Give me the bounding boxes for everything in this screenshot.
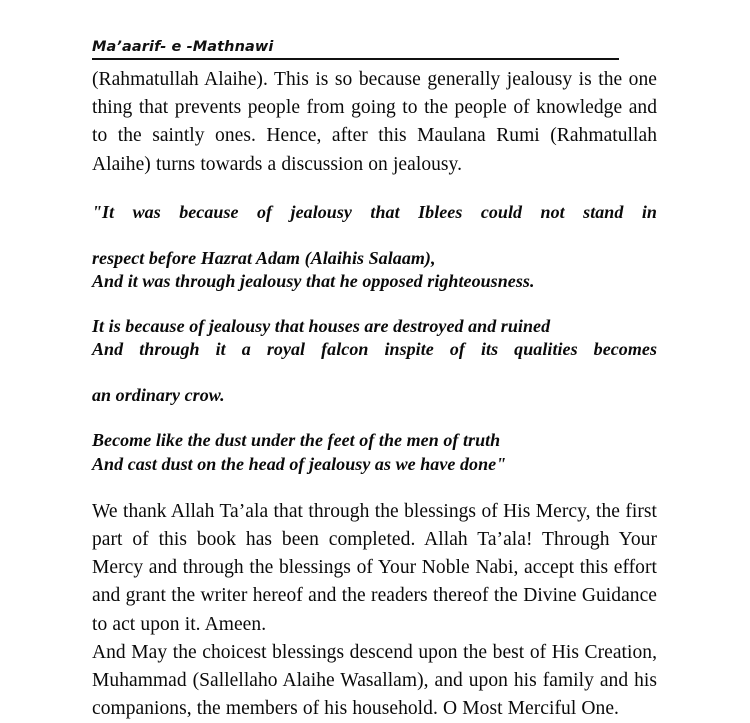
- verse-block-2: [92, 315, 657, 408]
- verse-block-2-line-3: an ordinary crow.: [92, 385, 225, 406]
- header-divider-rule: [92, 58, 619, 60]
- verse-block-3-line-2: And cast dust on the head of jealousy as we have done": [92, 453, 507, 474]
- verse-block-3: [92, 429, 657, 475]
- verse-block-1-line-2: respect before Hazrat Adam (Alaihis Salaam),: [92, 248, 436, 269]
- verse-block-1-line-1: "It was because of jealousy that Iblees could not stand in: [92, 201, 657, 222]
- running-header: [92, 38, 657, 60]
- page-text-column: [92, 38, 657, 723]
- body-paragraph-1: (Rahmatullah Alaihe). This is so because generally jealousy is the one thing that prevents people from going to the people of knowledge and to the saintly ones. Hence, after this Maulana Rumi (Rahmatullah Alaihe) turns towards a discussion on jealousy.: [92, 69, 657, 175]
- running-header-title: Ma’aarif- e -Mathnawi: [92, 39, 274, 55]
- verse-block-2-line-1: It is because of jealousy that houses are destroyed and ruined: [92, 315, 551, 336]
- verse-block-2-line-2: And through it a royal falcon inspite of its qualities becomes: [92, 338, 657, 359]
- verse-block-3-line-1: Become like the dust under the feet of the men of truth: [92, 430, 501, 451]
- body-paragraph-2: We thank Allah Ta’ala that through the blessings of His Mercy, the first part of this book has been completed. Allah Ta’ala! Through Your Mercy and through the blessings of Your Noble Nabi, accept this effort and grant the writer hereof and the readers thereof the Divine Guidance to act upon it. Ameen.: [92, 500, 657, 635]
- verse-block-1: [92, 201, 657, 294]
- body-paragraph-3: And May the choicest blessings descend upon the best of His Creation, Muhammad (Sallellaho Alaihe Wasallam), and upon his family and his companions, the members of his household. O Most Merciful One.: [92, 641, 657, 720]
- verse-block-1-line-3: And it was through jealousy that he opposed righteousness.: [92, 271, 535, 292]
